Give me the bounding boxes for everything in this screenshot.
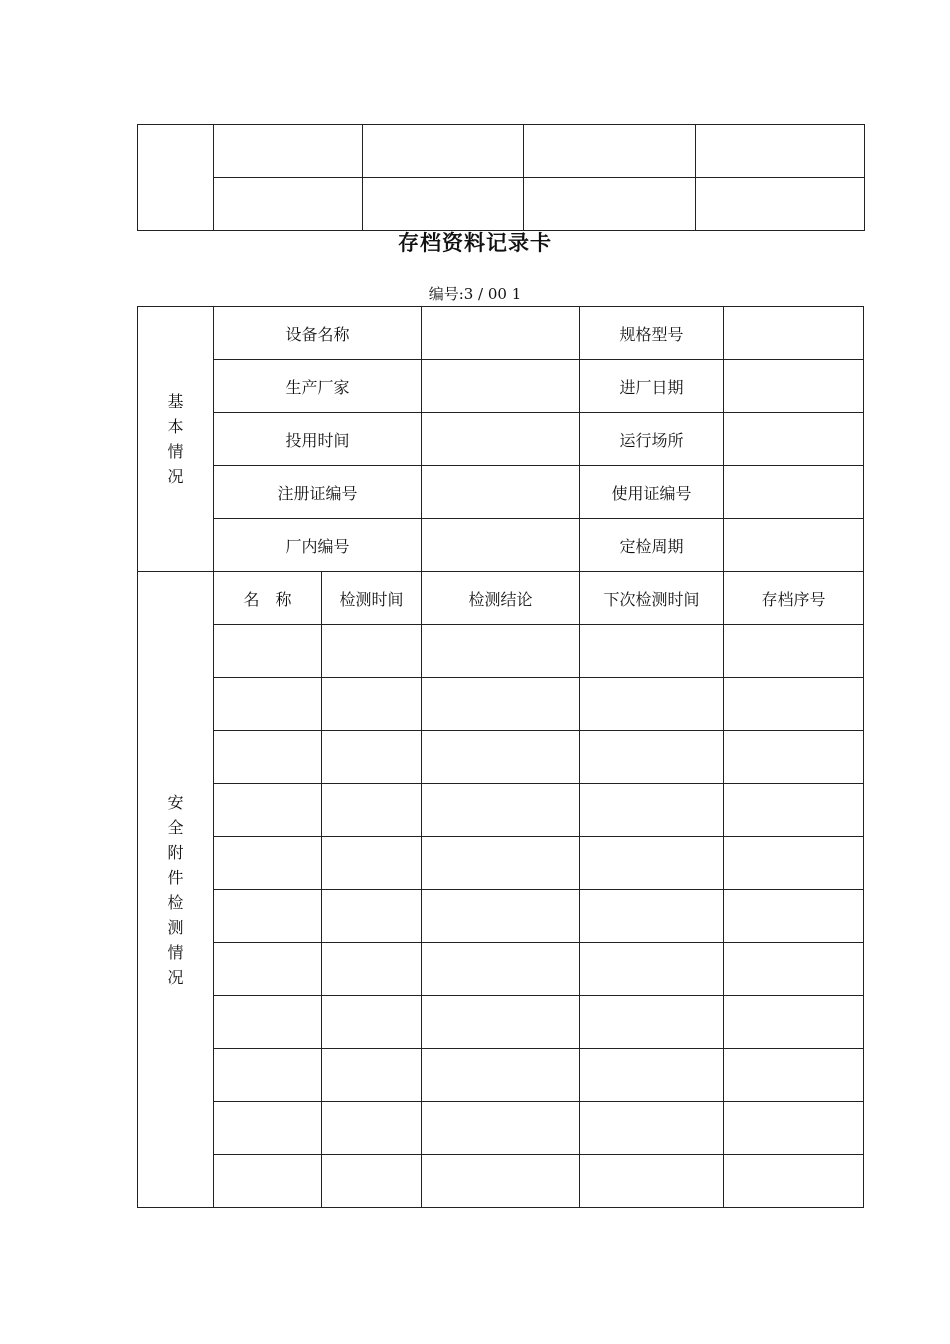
field-label: 使用证编号 [580, 466, 724, 519]
blank-cell [214, 996, 322, 1049]
field-value-blank [724, 413, 864, 466]
field-label: 运行场所 [580, 413, 724, 466]
blank-cell [322, 784, 422, 837]
fragment-cell [363, 125, 524, 178]
field-label: 生产厂家 [214, 360, 422, 413]
field-value-blank [422, 466, 580, 519]
basic-info-row [138, 413, 864, 466]
blank-cell [422, 731, 580, 784]
table-row [138, 731, 864, 784]
field-label: 进厂日期 [580, 360, 724, 413]
blank-cell [422, 1049, 580, 1102]
blank-cell [580, 1102, 724, 1155]
blank-cell [724, 678, 864, 731]
column-header: 名 称 [214, 572, 322, 625]
basic-info-row [138, 360, 864, 413]
blank-cell [580, 837, 724, 890]
basic-info-row [138, 307, 864, 360]
table-row [138, 625, 864, 678]
column-header: 检测结论 [422, 572, 580, 625]
column-header: 存档序号 [724, 572, 864, 625]
table-row [138, 1155, 864, 1208]
blank-cell [580, 1049, 724, 1102]
document-title: 存档资料记录卡 [398, 231, 552, 255]
fragment-cell [524, 178, 696, 231]
blank-cell [214, 784, 322, 837]
field-value-blank [724, 519, 864, 572]
blank-cell [422, 890, 580, 943]
blank-cell [322, 625, 422, 678]
field-value-blank [422, 413, 580, 466]
number-label: 编号: [428, 285, 464, 303]
blank-cell [422, 1102, 580, 1155]
blank-cell [580, 890, 724, 943]
blank-cell [580, 731, 724, 784]
table-row [138, 1049, 864, 1102]
document-number [0, 283, 950, 304]
blank-cell [422, 837, 580, 890]
safety-header-row [138, 572, 864, 625]
blank-cell [422, 678, 580, 731]
blank-cell [724, 1102, 864, 1155]
basic-info-label-text: 基本情况 [167, 392, 184, 486]
blank-cell [322, 1155, 422, 1208]
blank-cell [580, 784, 724, 837]
column-header: 检测时间 [322, 572, 422, 625]
blank-cell [580, 625, 724, 678]
basic-info-row [138, 466, 864, 519]
previous-table-fragment [137, 124, 865, 231]
blank-cell [724, 996, 864, 1049]
blank-cell [214, 890, 322, 943]
blank-cell [422, 1155, 580, 1208]
safety-section-label [138, 572, 214, 1208]
blank-cell [322, 890, 422, 943]
blank-cell [724, 625, 864, 678]
blank-cell [322, 731, 422, 784]
table-row [138, 890, 864, 943]
blank-cell [214, 1049, 322, 1102]
blank-cell [322, 837, 422, 890]
field-value-blank [422, 307, 580, 360]
blank-cell [214, 678, 322, 731]
blank-cell [724, 784, 864, 837]
table-row [138, 678, 864, 731]
blank-cell [422, 625, 580, 678]
blank-cell [322, 1049, 422, 1102]
field-value-blank [724, 466, 864, 519]
blank-cell [580, 678, 724, 731]
field-value-blank [422, 519, 580, 572]
fragment-cell [524, 125, 696, 178]
blank-cell [580, 943, 724, 996]
table-row [138, 837, 864, 890]
field-label: 设备名称 [214, 307, 422, 360]
blank-cell [322, 996, 422, 1049]
blank-cell [322, 1102, 422, 1155]
safety-label-text: 安全附件检测情况 [167, 792, 184, 987]
table-row [138, 943, 864, 996]
blank-cell [580, 996, 724, 1049]
blank-cell [422, 943, 580, 996]
basic-info-row [138, 519, 864, 572]
blank-cell [580, 1155, 724, 1208]
table-row [138, 1102, 864, 1155]
blank-cell [322, 678, 422, 731]
blank-cell [214, 1155, 322, 1208]
table-row [138, 784, 864, 837]
safety-accessory-section [138, 572, 864, 1208]
basic-info-section [138, 307, 864, 572]
record-card-table [137, 306, 864, 1208]
blank-cell [214, 731, 322, 784]
field-label: 注册证编号 [214, 466, 422, 519]
blank-cell [214, 837, 322, 890]
blank-cell [724, 1155, 864, 1208]
blank-cell [724, 943, 864, 996]
blank-cell [214, 625, 322, 678]
field-label: 规格型号 [580, 307, 724, 360]
number-value: 3 / 00 1 [463, 285, 522, 303]
basic-info-section-label [138, 307, 214, 572]
field-value-blank [422, 360, 580, 413]
fragment-cell [696, 178, 865, 231]
blank-cell [724, 890, 864, 943]
field-label: 投用时间 [214, 413, 422, 466]
fragment-label-cell [138, 125, 214, 231]
blank-cell [422, 784, 580, 837]
blank-cell [214, 1102, 322, 1155]
fragment-cell [214, 125, 363, 178]
blank-cell [724, 837, 864, 890]
blank-cell [724, 731, 864, 784]
field-value-blank [724, 307, 864, 360]
fragment-cell [696, 125, 865, 178]
fragment-cell [214, 178, 363, 231]
blank-cell [214, 943, 322, 996]
blank-cell [322, 943, 422, 996]
field-value-blank [724, 360, 864, 413]
table-row [138, 996, 864, 1049]
fragment-cell [363, 178, 524, 231]
column-header: 下次检测时间 [580, 572, 724, 625]
field-label: 厂内编号 [214, 519, 422, 572]
blank-cell [422, 996, 580, 1049]
field-label: 定检周期 [580, 519, 724, 572]
blank-cell [724, 1049, 864, 1102]
